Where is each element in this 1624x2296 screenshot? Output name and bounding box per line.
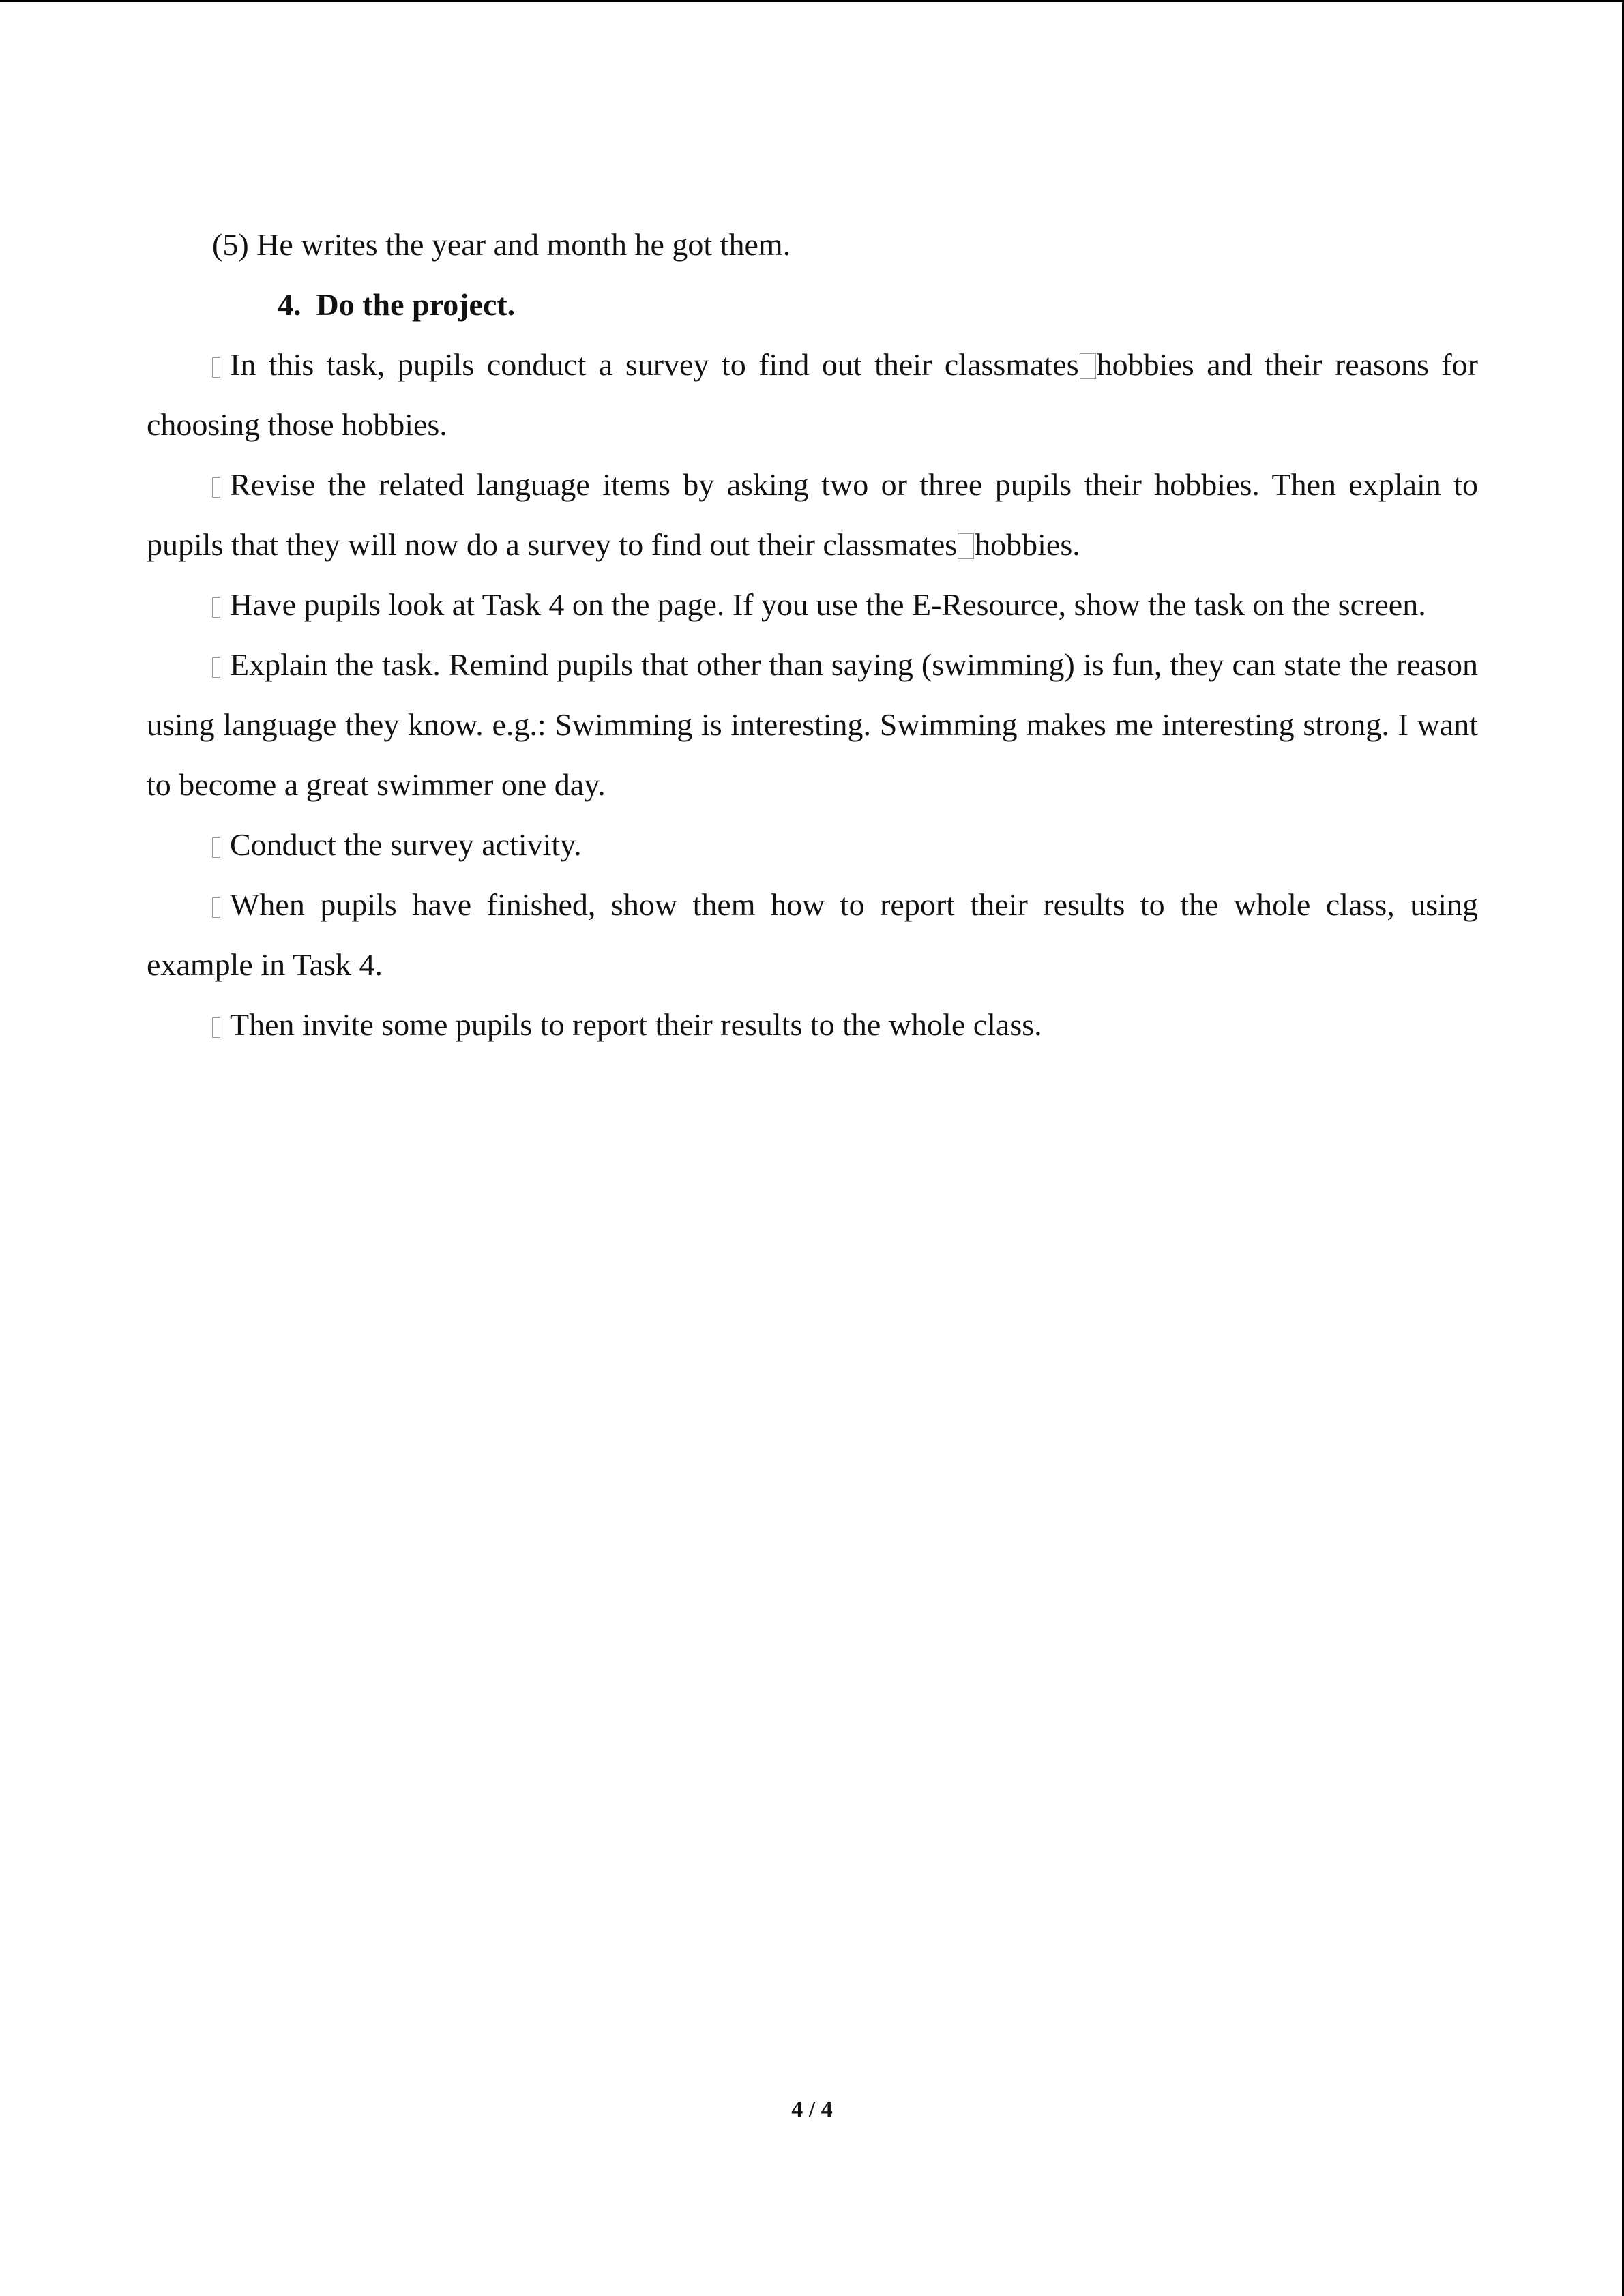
missing-glyph-bullet-icon xyxy=(212,837,220,858)
paragraph-revise-text-b: hobbies. xyxy=(975,527,1080,562)
paragraph-explain-task-text: Explain the task. Remind pupils that other than saying (swimming) is fun, they can state the reason using language they know. e.g.: Swimming is interesting. Swimming makes me interesting strong. I want to become a great swimmer one day. xyxy=(147,647,1478,802)
missing-glyph-bullet-icon xyxy=(212,597,220,618)
missing-glyph-apostrophe-icon xyxy=(958,533,974,559)
section-heading-text: Do the project. xyxy=(316,287,516,322)
missing-glyph-bullet-icon xyxy=(212,897,220,918)
missing-glyph-bullet-icon xyxy=(212,657,220,678)
paragraph-revise-text-a: Revise the related language items by asking two or three pupils their hobbies. Then explain to pupils that they will now do a survey to find out their classmates xyxy=(147,467,1478,562)
paragraph-report-results xyxy=(147,875,1478,995)
paragraph-revise xyxy=(147,455,1478,575)
section-heading xyxy=(147,275,1478,335)
document-body xyxy=(147,215,1478,1055)
paragraph-report-results-text: When pupils have finished, show them how to report their results to the whole class, using example in Task 4. xyxy=(147,887,1478,982)
paragraph-task-intro-text-a: In this task, pupils conduct a survey to find out their classmates xyxy=(230,347,1079,382)
paragraph-invite-pupils xyxy=(147,995,1478,1055)
paragraph-invite-pupils-text: Then invite some pupils to report their results to the whole class. xyxy=(230,1007,1042,1042)
paragraph-conduct-survey-text: Conduct the survey activity. xyxy=(230,827,582,862)
missing-glyph-bullet-icon xyxy=(212,1017,220,1038)
paragraph-conduct-survey xyxy=(147,815,1478,875)
paragraph-look-task xyxy=(147,575,1478,635)
list-item-5-text: (5) He writes the year and month he got them. xyxy=(212,227,791,262)
missing-glyph-bullet-icon xyxy=(212,357,220,378)
paragraph-task-intro xyxy=(147,335,1478,455)
page-number: 4 / 4 xyxy=(791,2097,833,2122)
missing-glyph-apostrophe-icon xyxy=(1080,353,1096,379)
list-item-5 xyxy=(147,215,1478,275)
paragraph-look-task-text: Have pupils look at Task 4 on the page. If you use the E-Resource, show the task on the screen. xyxy=(230,587,1426,622)
missing-glyph-bullet-icon xyxy=(212,477,220,498)
section-heading-number: 4. xyxy=(278,287,301,322)
paragraph-task-intro-text-b: hobbies and their reasons for choosing those hobbies. xyxy=(147,347,1478,442)
paragraph-explain-task xyxy=(147,635,1478,815)
